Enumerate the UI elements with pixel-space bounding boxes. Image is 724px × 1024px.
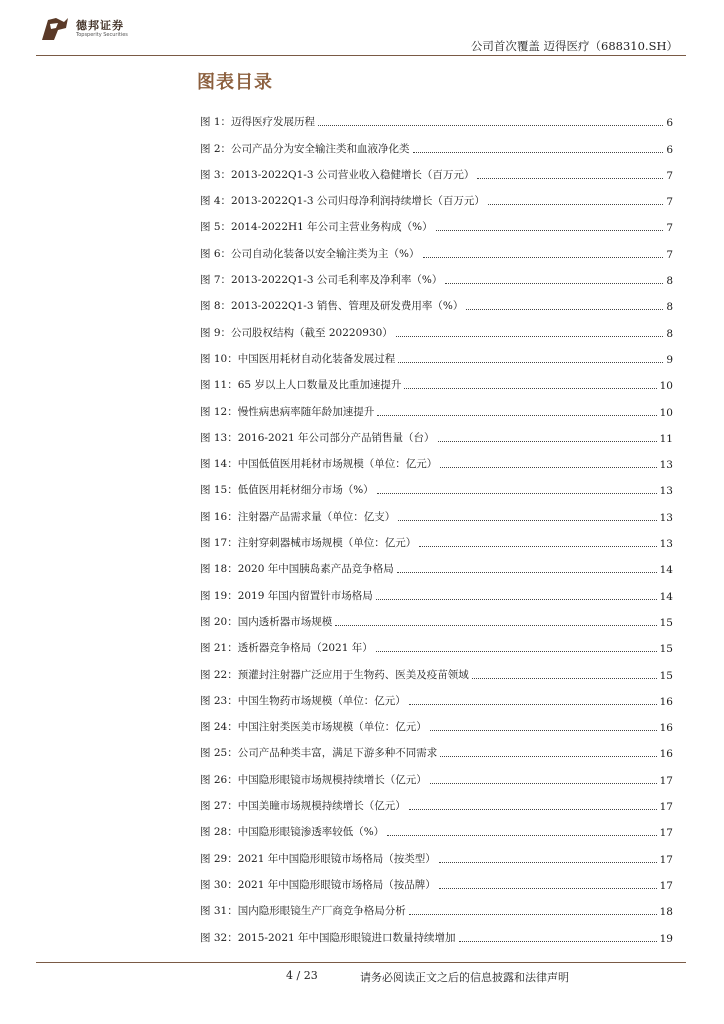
toc-entry-page: 19 (659, 932, 673, 945)
toc-entry[interactable] (200, 787, 673, 813)
toc-entry-label: 图 15：低值医用耗材细分市场（%） (200, 484, 374, 497)
toc-leader-dots (376, 598, 657, 600)
toc-entry-page: 14 (659, 564, 673, 577)
toc-entry-label: 图 1：迈得医疗发展历程 (200, 116, 316, 129)
toc-entry[interactable] (200, 603, 673, 629)
toc-entry-page: 13 (659, 459, 673, 472)
toc-entry-page: 15 (659, 669, 673, 682)
toc-entry-page: 17 (659, 801, 673, 814)
toc-leader-dots (335, 624, 656, 626)
toc-entry-label: 图 20：国内透析器市场规模 (200, 615, 333, 628)
toc-entry[interactable] (200, 550, 673, 576)
toc-entry[interactable] (200, 129, 673, 155)
toc-entry-page: 17 (659, 853, 673, 866)
toc-entry-label: 图 16：注射器产品需求量（单位：亿支） (200, 510, 396, 523)
toc-entry[interactable] (200, 392, 673, 418)
toc-entry-label: 图 31：国内隐形眼镜生产厂商竞争格局分析 (200, 905, 406, 918)
toc-entry-page: 11 (659, 432, 673, 445)
toc-leader-dots (413, 151, 664, 153)
toc-leader-dots (445, 282, 663, 284)
toc-entry-page: 16 (659, 695, 673, 708)
toc-entry[interactable] (200, 734, 673, 760)
toc-entry-page: 17 (659, 879, 673, 892)
toc-leader-dots (398, 361, 663, 363)
toc-entry-page: 10 (659, 380, 673, 393)
toc-entry[interactable] (200, 445, 673, 471)
table-of-figures (200, 103, 673, 945)
toc-entry-label: 图 17：注射穿刺器械市场规模（单位：亿元） (200, 537, 417, 550)
toc-entry-page: 6 (666, 143, 673, 156)
toc-entry-label: 图 19：2019 年国内留置针市场格局 (200, 589, 373, 602)
toc-entry-label: 图 13：2016-2021 年公司部分产品销售量（台） (200, 431, 435, 444)
toc-leader-dots (440, 755, 656, 757)
toc-entry-page: 13 (659, 485, 673, 498)
footer-divider (36, 962, 686, 963)
toc-entry[interactable] (200, 182, 673, 208)
toc-entry[interactable] (200, 261, 673, 287)
toc-entry[interactable] (200, 340, 673, 366)
toc-entry-label: 图 3：2013-2022Q1-3 公司营业收入稳健增长（百万元） (200, 168, 475, 181)
toc-leader-dots (430, 782, 657, 784)
toc-entry[interactable] (200, 629, 673, 655)
toc-leader-dots (466, 308, 663, 310)
toc-entry-page: 8 (666, 301, 673, 314)
toc-entry-page: 10 (659, 406, 673, 419)
page-header (0, 0, 724, 56)
toc-entry-label: 图 22：预灌封注射器广泛应用于生物药、医美及疫苗领域 (200, 668, 469, 681)
toc-leader-dots (377, 492, 657, 494)
toc-leader-dots (438, 440, 657, 442)
toc-entry-page: 8 (666, 327, 673, 340)
toc-leader-dots (398, 519, 656, 521)
toc-leader-dots (376, 650, 657, 652)
toc-entry-label: 图 6：公司自动化装备以安全输注类为主（%） (200, 247, 420, 260)
toc-entry-page: 13 (659, 538, 673, 551)
toc-entry[interactable] (200, 576, 673, 602)
toc-entry-label: 图 30：2021 年中国隐形眼镜市场格局（按品牌） (200, 878, 436, 891)
toc-entry-label: 图 9：公司股权结构（截至 20220930） (200, 326, 393, 339)
toc-leader-dots (459, 940, 657, 942)
toc-entry-label: 图 7：2013-2022Q1-3 公司毛利率及净利率（%） (200, 274, 443, 287)
toc-leader-dots (409, 913, 657, 915)
toc-entry[interactable] (200, 366, 673, 392)
toc-entry-label: 图 14：中国低值医用耗材市场规模（单位：亿元） (200, 458, 438, 471)
toc-entry-page: 15 (659, 643, 673, 656)
toc-entry[interactable] (200, 156, 673, 182)
toc-entry-page: 16 (659, 748, 673, 761)
logo-icon (38, 14, 72, 44)
toc-leader-dots (439, 887, 657, 889)
toc-entry[interactable] (200, 892, 673, 918)
toc-entry-page: 17 (659, 827, 673, 840)
toc-entry-label: 图 32：2015-2021 年中国隐形眼镜进口数量持续增加 (200, 931, 456, 944)
toc-entry-label: 图 12：慢性病患病率随年龄加速提升 (200, 405, 375, 418)
toc-entry[interactable] (200, 682, 673, 708)
toc-entry-page: 7 (666, 169, 673, 182)
toc-entry-page: 7 (666, 222, 673, 235)
toc-entry-page: 7 (666, 248, 673, 261)
toc-entry-label: 图 28：中国隐形眼镜渗透率较低（%） (200, 826, 385, 839)
toc-entry-page: 6 (666, 117, 673, 130)
report-reference: 公司首次覆盖 迈得医疗（688310.SH） (470, 39, 678, 53)
toc-entry[interactable] (200, 839, 673, 865)
toc-entry-page: 9 (666, 353, 673, 366)
toc-entry[interactable] (200, 419, 673, 445)
toc-entry-page: 15 (659, 616, 673, 629)
toc-leader-dots (440, 466, 656, 468)
toc-leader-dots (436, 229, 664, 231)
toc-entry-label: 图 29：2021 年中国隐形眼镜市场格局（按类型） (200, 852, 436, 865)
toc-entry-label: 图 21：透析器竞争格局（2021 年） (200, 642, 373, 655)
toc-entry-label: 图 10：中国医用耗材自动化装备发展过程 (200, 352, 396, 365)
toc-leader-dots (387, 834, 656, 836)
disclaimer-note: 请务必阅读正文之后的信息披露和法律声明 (360, 971, 569, 984)
page-number: 4 / 23 (286, 969, 318, 982)
toc-entry-page: 18 (659, 906, 673, 919)
company-logo (38, 14, 128, 44)
toc-entry-label: 图 23：中国生物药市场规模（单位：亿元） (200, 694, 406, 707)
toc-entry-page: 14 (659, 590, 673, 603)
toc-leader-dots (318, 124, 663, 126)
toc-entry[interactable] (200, 287, 673, 313)
toc-entry-label: 图 24：中国注射类医美市场规模（单位：亿元） (200, 721, 427, 734)
toc-leader-dots (488, 203, 663, 205)
toc-leader-dots (419, 545, 656, 547)
toc-leader-dots (397, 571, 657, 573)
toc-leader-dots (439, 861, 657, 863)
toc-entry[interactable] (200, 866, 673, 892)
page-title: 图表目录 (197, 72, 273, 93)
toc-entry-label: 图 5：2014-2022H1 年公司主营业务构成（%） (200, 221, 433, 234)
toc-entry-label: 图 2：公司产品分为安全输注类和血液净化类 (200, 142, 410, 155)
toc-entry[interactable] (200, 234, 673, 260)
header-divider (36, 55, 686, 56)
toc-leader-dots (477, 177, 663, 179)
toc-entry[interactable] (200, 103, 673, 129)
toc-entry-label: 图 26：中国隐形眼镜市场规模持续增长（亿元） (200, 773, 427, 786)
toc-entry-label: 图 11：65 岁以上人口数量及比重加速提升 (200, 379, 402, 392)
toc-entry-page: 8 (666, 275, 673, 288)
toc-entry[interactable] (200, 813, 673, 839)
toc-entry[interactable] (200, 208, 673, 234)
logo-name-en: Topsperity Securities (76, 31, 128, 38)
toc-leader-dots (423, 256, 664, 258)
toc-entry[interactable] (200, 918, 673, 944)
toc-leader-dots (430, 729, 657, 731)
toc-entry-label: 图 18：2020 年中国胰岛素产品竞争格局 (200, 563, 394, 576)
toc-entry-page: 13 (659, 511, 673, 524)
toc-leader-dots (409, 808, 657, 810)
toc-entry-page: 17 (659, 774, 673, 787)
toc-leader-dots (377, 414, 656, 416)
toc-entry-label: 图 25：公司产品种类丰富，满足下游多种不同需求 (200, 747, 438, 760)
toc-leader-dots (409, 703, 657, 705)
toc-entry-label: 图 4：2013-2022Q1-3 公司归母净利润持续增长（百万元） (200, 195, 485, 208)
toc-entry-page: 7 (666, 196, 673, 209)
logo-name-cn: 德邦证券 (76, 18, 124, 32)
toc-entry[interactable] (200, 313, 673, 339)
toc-entry-label: 图 27：中国美瞳市场规模持续增长（亿元） (200, 800, 406, 813)
toc-entry[interactable] (200, 497, 673, 523)
toc-entry-page: 16 (659, 722, 673, 735)
toc-entry[interactable] (200, 471, 673, 497)
toc-entry[interactable] (200, 655, 673, 681)
toc-entry[interactable] (200, 708, 673, 734)
toc-entry-label: 图 8：2013-2022Q1-3 销售、管理及研发费用率（%） (200, 300, 464, 313)
toc-entry[interactable] (200, 524, 673, 550)
toc-leader-dots (396, 335, 664, 337)
toc-entry[interactable] (200, 760, 673, 786)
toc-leader-dots (404, 387, 656, 389)
toc-leader-dots (472, 677, 657, 679)
